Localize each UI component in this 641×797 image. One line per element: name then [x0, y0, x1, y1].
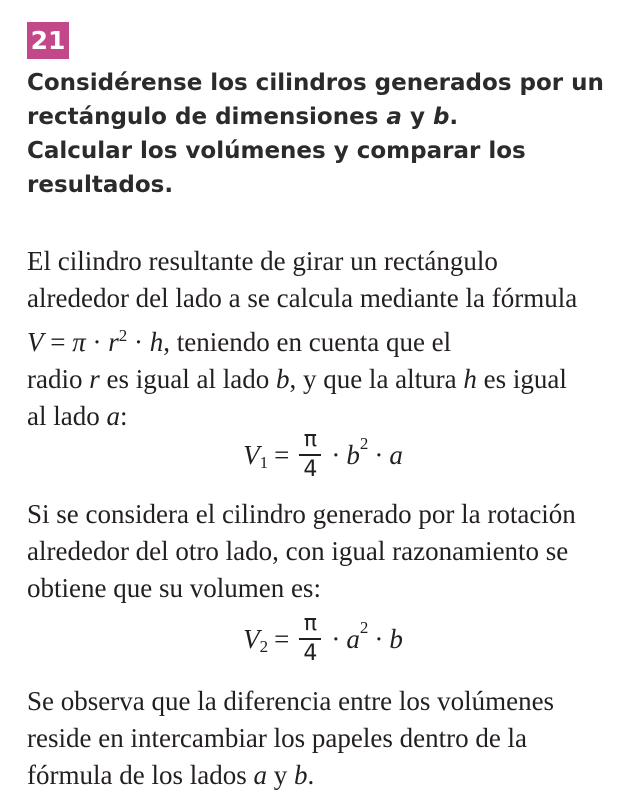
- question-line-1: Considérense los cilindros generados por un: [27, 70, 604, 96]
- question-line-2-conj: y: [401, 104, 433, 130]
- paragraph-1-line-1: El cilindro resultante de girar un rectángulo: [27, 246, 498, 276]
- v2-dot-1: ·: [331, 623, 341, 654]
- v2-numerator: π: [303, 611, 317, 636]
- formula-eq: =: [43, 327, 73, 357]
- answer-paragraph-3: [27, 683, 627, 794]
- paragraph-2-line-1: Si se considera el cilindro generado por la rotación: [27, 499, 576, 529]
- v1-var-1: b: [346, 439, 360, 470]
- v1-denominator: 4: [303, 457, 318, 482]
- v1-var-2: a: [389, 439, 403, 470]
- question-line-4: resultados.: [27, 172, 174, 198]
- paragraph-2-line-2: alrededor del otro lado, con igual razonamiento se: [27, 536, 569, 566]
- l4-a: radio: [27, 364, 90, 394]
- formula-h: h: [149, 327, 164, 357]
- l5-b: :: [119, 401, 128, 431]
- l5-a: al lado: [27, 401, 107, 431]
- v2-denominator: 4: [303, 641, 318, 666]
- formula-v2-wrap: [243, 610, 403, 668]
- v1-dot-1: ·: [331, 439, 341, 470]
- v1-dot-2: ·: [374, 439, 384, 470]
- formula-v2: [0, 604, 641, 674]
- paragraph-3-line-1: Se observa que la diferencia entre los volúmenes: [27, 686, 555, 716]
- v2-var-1: a: [346, 623, 360, 654]
- paragraph-1-line-3-rest: , teniendo en cuenta que el: [163, 327, 452, 357]
- l5-var-a: a: [106, 401, 120, 431]
- answer-paragraph-2: [27, 496, 627, 607]
- paragraph-3-line-2: reside en intercambiar los papeles dentro de la: [27, 723, 528, 753]
- l4-h: h: [463, 364, 477, 394]
- paragraph-3-line-3: [27, 757, 627, 794]
- answer-paragraph-1: [27, 243, 627, 435]
- l4-var-b: b: [275, 364, 290, 394]
- v2-dot-2: ·: [374, 623, 384, 654]
- exercise-question: [27, 66, 627, 202]
- question-line-2-text: rectángulo de dimensiones: [27, 104, 387, 130]
- l4-c: , y que la altura: [289, 364, 464, 394]
- v1-lhs: V: [243, 439, 260, 470]
- v1-fraction: [299, 426, 321, 484]
- paragraph-1-line-2: alrededor del lado a se calcula mediante la fórmula: [27, 283, 578, 313]
- variable-a: a: [386, 104, 402, 130]
- p3-var-a: a: [253, 760, 267, 790]
- question-line-2-end: .: [449, 104, 459, 130]
- question-line-2: [27, 100, 627, 134]
- p3-var-b: b: [293, 760, 308, 790]
- formula-r: r: [108, 327, 119, 357]
- paragraph-1-line-4: [27, 361, 627, 398]
- v1-numerator: π: [303, 427, 317, 452]
- formula-pi: π: [72, 327, 86, 357]
- v2-subscript: 2: [259, 637, 269, 656]
- l4-r: r: [89, 364, 100, 394]
- paragraph-2-line-3: obtiene que su volumen es:: [27, 573, 321, 603]
- variable-b: b: [432, 104, 450, 130]
- v2-lhs: V: [243, 623, 260, 654]
- p3-l3-c: .: [307, 760, 315, 790]
- v2-exponent: 2: [359, 618, 369, 637]
- v2-fraction: [299, 610, 321, 668]
- formula-v1-wrap: [243, 426, 403, 484]
- v1-exponent: 2: [359, 434, 369, 453]
- formula-dot-2: ·: [127, 327, 150, 357]
- v2-equals: =: [274, 623, 290, 654]
- p3-l3-a: fórmula de los lados: [27, 760, 254, 790]
- formula-exponent: 2: [118, 326, 128, 345]
- l4-d: es igual: [476, 364, 567, 394]
- v1-equals: =: [274, 439, 290, 470]
- v1-subscript: 1: [259, 453, 269, 472]
- exercise-number-badge: 21: [27, 22, 69, 59]
- paragraph-1-line-3: [27, 317, 627, 361]
- p3-l3-b: y: [266, 760, 294, 790]
- formula-v: V: [27, 327, 44, 357]
- l4-b: es igual al lado: [99, 364, 276, 394]
- formula-v1: [0, 420, 641, 490]
- formula-dot-1: ·: [85, 327, 109, 357]
- v2-var-2: b: [389, 623, 403, 654]
- question-line-3: Calcular los volúmenes y comparar los: [27, 138, 526, 164]
